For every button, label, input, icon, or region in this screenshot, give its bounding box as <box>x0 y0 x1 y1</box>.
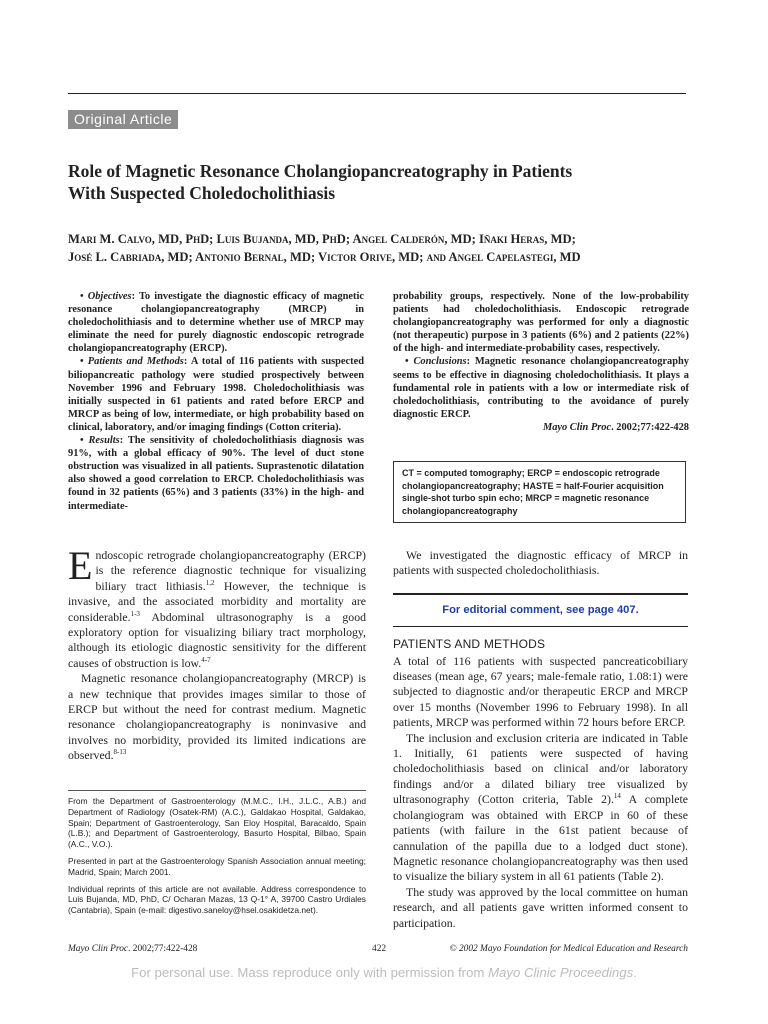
intro-text-b: However, the technique is invasive, and the associated morbidity and mortality are considerable. <box>68 578 366 624</box>
body-right-column <box>393 548 688 931</box>
abstract-right-column <box>393 290 689 434</box>
article-type-badge: Original Article <box>68 110 178 129</box>
intro-text-c: Abdominal ultrasonography is a good exploratory option for visualizing biliary tract morphology, although its etiologic diagnostic sensitivity for the different causes of obstruction is low. <box>68 609 366 670</box>
presented-note: Presented in part at the Gastroenterology Spanish Association annual meeting; Madrid, Spain; March 2001. <box>68 855 366 877</box>
footer-journal-details: . 2002;77:422-428 <box>128 944 198 954</box>
top-rule <box>68 93 686 94</box>
methods-paragraph-2 <box>393 731 688 885</box>
footer-journal: Mayo Clin Proc <box>68 944 129 954</box>
abstract-left-column <box>68 290 364 513</box>
abbreviations-box: CT = computed tomography; ERCP = endoscopic retrograde cholangiopancreatography; HASTE = half-Fourier acquisition single-shot turbo spin echo; MRCP = magnetic resonance cholangiopancreatography <box>393 461 686 523</box>
permission-suffix: . <box>633 965 637 980</box>
methods-label: Patients and Methods <box>87 356 184 368</box>
abstract-results-continued: probability groups, respectively. None of the low-probability patients had choledocholithiasis. Endoscopic retrograde cholangiopancreatography was performed for only a diagnostic (not therapeutic) purpose in 3 patients (6%) and 2 patients (22%) of the high- and intermediate-probability cases, respectively. <box>393 291 689 355</box>
ref-14: 14 <box>613 792 621 801</box>
footnote-rule <box>68 790 366 791</box>
title-line-1: Role of Magnetic Resonance Cholangiopancreatography in Patients <box>68 161 573 181</box>
authors-line-1: Mari M. Calvo, MD, PhD; Luis Bujanda, MD, PhD; Angel Calderón, MD; Iñaki Heras, MD; <box>68 232 576 246</box>
objectives-text: : To investigate the diagnostic efficacy of magnetic resonance cholangiopancreatography (MRCP) in choledocholithiasis and to determine whether use of MRCP may eliminate the need for purely diagnostic endoscopic retrograde cholangiopancreatography (ERCP). <box>68 291 364 355</box>
ref-8-13: 8-13 <box>113 748 127 757</box>
aim-paragraph: We investigated the diagnostic efficacy of MRCP in patients with suspected choledocholithiasis. <box>393 548 688 578</box>
body-left-column <box>68 543 366 764</box>
article-title <box>68 160 688 204</box>
affiliation-note: From the Department of Gastroenterology (M.M.C., I.H., J.L.C., A.B.) and Department of Radiology (Osatek-RM) (A.C.), Galdakao Hospital, Galdakao, Spain; Department of Gastroenterology, San Eloy Hospital, Baracaldo, Spain (L.B.); and Department of Gastroenterology, Basurto Hospital, Bilbao, Spain (A.C., V.O.). <box>68 796 366 850</box>
footnotes <box>68 796 366 922</box>
citation-journal: Mayo Clin Proc <box>542 421 612 433</box>
methods-text: : A total of 116 patients with suspected biliopancreatic pathology were studied prospectively between November 1996 and February 1998. Choledocholithiasis was initially suspected in 61 patients and rated before ERCP and MRCP as being of low, intermediate, or high probability based on clinical, laboratory, and/or imaging findings (Cotton criteria). <box>68 356 364 433</box>
conclusions-label: Conclusions <box>413 356 467 368</box>
results-label: Results <box>88 435 120 447</box>
abstract-objectives: • Objectives: To investigate the diagnostic efficacy of magnetic resonance cholangiopancreatography (MRCP) in choledocholithiasis and to determine whether use of MRCP may eliminate the need for purely diagnostic endoscopic retrograde cholangiopancreatography (ERCP). <box>68 291 364 355</box>
editorial-box <box>393 593 688 627</box>
intro-paragraph-2 <box>68 671 366 763</box>
ref-4-7: 4-7 <box>201 655 211 664</box>
abstract-citation <box>393 421 689 434</box>
objectives-label: Objectives <box>87 291 132 302</box>
abstract-results: • Results: The sensitivity of choledocholithiasis diagnosis was 91%, with a global efficacy of 90%. The level of duct stone obstruction was visualized in all patients. Suprastenotic dilatation also showed a good correlation to ERCP. Choledocholithiasis was found in 32 patients (65%) and 3 patients (33%) in the high- and intermediate- <box>68 435 364 512</box>
results-text: : The sensitivity of choledocholithiasis diagnosis was 91%, with a global efficacy of 90%. The level of duct stone obstruction was visualized in all patients. Suprastenotic dilatation also showed a good correlation to ERCP. Choledocholithiasis was found in 32 patients (65%) and 3 patients (33%) in the high- and intermediate- <box>68 435 364 512</box>
abstract-methods: • Patients and Methods: A total of 116 patients with suspected biliopancreatic pathology were studied prospectively between November 1996 and February 1998. Choledocholithiasis was initially suspected in 61 patients and rated before ERCP and MRCP as being of low, intermediate, or high probability based on clinical, laboratory, and/or imaging findings (Cotton criteria). <box>68 356 364 433</box>
citation-details: . 2002;77:422-428 <box>611 421 689 433</box>
editorial-link[interactable]: For editorial comment, see page 407. <box>442 603 639 616</box>
abstract-conclusions: • Conclusions: Magnetic resonance cholangiopancreatography seems to be effective in diagnosing choledocholithiasis. It plays a fundamental role in patients with a low or intermediate risk of choledocholithiasis, contributing to the avoidance of purely diagnostic ERCP. <box>393 356 689 420</box>
methods-p2-text-b: A complete cholangiogram was obtained with ERCP in 60 of these patients (with failure in the 61st patient because of cannulation of the papilla due to a lodged duct stone). Magnetic resonance cholangiopancreatography was then used to visualize the biliary system in all 61 patients (Table 2). <box>393 792 688 884</box>
reprints-note: Individual reprints of this article are not available. Address correspondence to Luis Bujanda, MD, PhD, C/ Ocharan Mazas, 13 Q-1° A, 39700 Castro Urdiales (Cantabria), Spain (e-mail: digestivo.saneloy@hsel.osakidetza.net). <box>68 883 366 916</box>
section-heading: PATIENTS AND METHODS <box>393 637 546 652</box>
methods-paragraph-1: A total of 116 patients with suspected pancreaticobiliary diseases (mean age, 67 years; male-female ratio, 1.08:1) were subjected to diagnostic and/or therapeutic ERCP and MRCP over 15 months (November 1996 to February 1998). In all patients, MRCP was performed within 72 hours before ERCP. <box>393 653 688 730</box>
drop-cap: E <box>68 543 93 588</box>
intro-text-a: ndoscopic retrograde cholangiopancreatography (ERCP) is the reference diagnostic technique for visualizing biliary tract lithiasis. <box>95 548 366 593</box>
ref-1-2: 1,2 <box>205 578 215 587</box>
permission-notice <box>0 965 768 980</box>
methods-p2-text-a: The inclusion and exclusion criteria are indicated in Table 1. Initially, 61 patients were suspected of having choledocholithiasis based on clinical and/or laboratory findings and/or a dilated biliary tree visualized by ultrasonography (Cotton criteria, Table 2). <box>393 730 688 807</box>
footer-citation <box>68 944 197 954</box>
conclusions-text: : Magnetic resonance cholangiopancreatography seems to be effective in diagnosing choledocholithiasis. It plays a fundamental role in patients with a low or intermediate risk of choledocholithiasis, contributing to the avoidance of purely diagnostic ERCP. <box>393 356 689 420</box>
copyright: © 2002 Mayo Foundation for Medical Education and Research <box>449 944 688 954</box>
page-number: 422 <box>372 944 387 954</box>
ref-1-3: 1-3 <box>130 609 140 618</box>
author-list <box>68 230 688 266</box>
intro-p2-text: Magnetic resonance cholangiopancreatography (MRCP) is a new technique that provides images similar to those of ERCP but without the need for contrast medium. Magnetic resonance cholangiopancreatography is noninvasive and involves no morbidity, provided its limited indications are observed. <box>68 671 366 763</box>
title-line-2: With Suspected Choledocholithiasis <box>68 183 336 203</box>
permission-prefix: For personal use. Mass reproduce only with permission from <box>131 965 489 980</box>
intro-paragraph-1 <box>68 543 366 671</box>
permission-journal: Mayo Clinic Proceedings <box>488 965 634 980</box>
methods-paragraph-3: The study was approved by the local committee on human research, and all patients gave written informed consent to participation. <box>393 884 688 930</box>
authors-line-2: José L. Cabriada, MD; Antonio Bernal, MD; Victor Orive, MD; and Angel Capelastegi, MD <box>68 250 581 264</box>
